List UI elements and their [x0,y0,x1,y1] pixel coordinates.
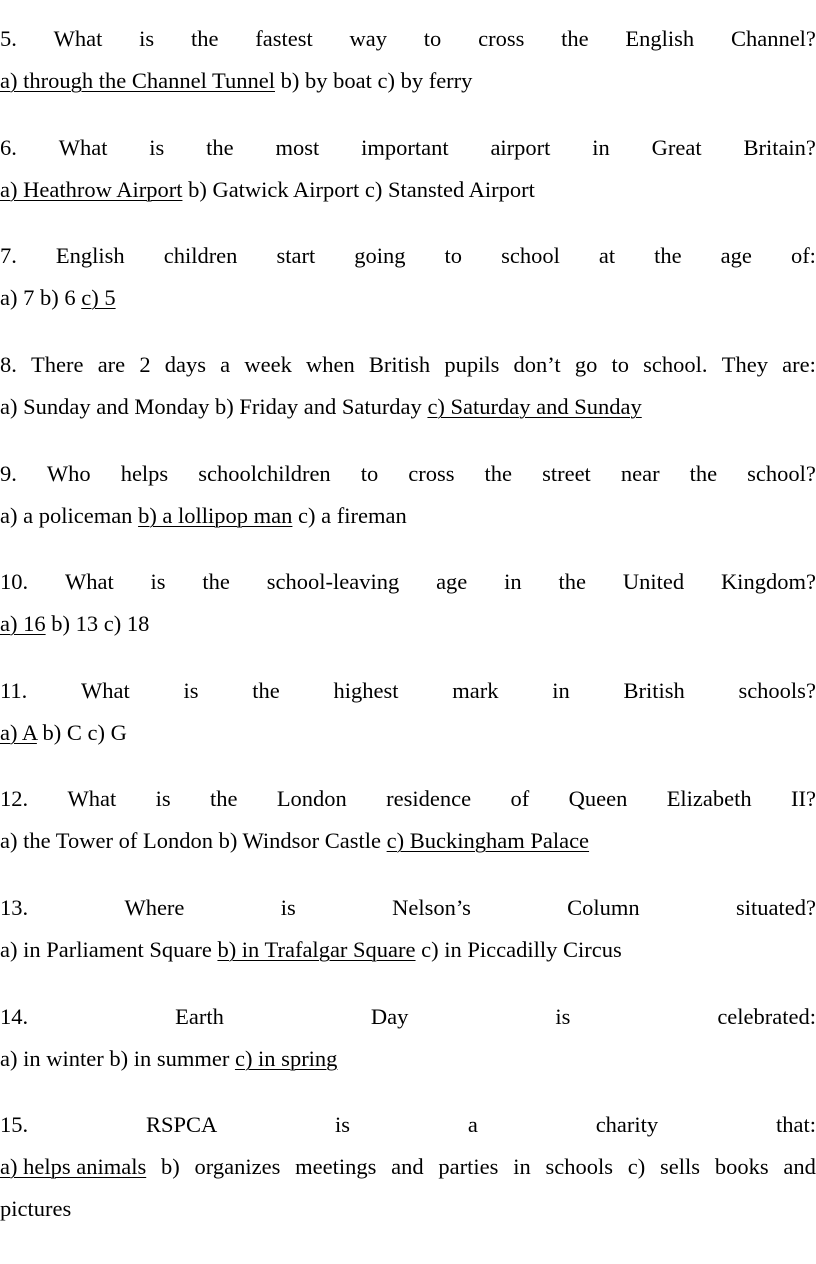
question-word: 14. [0,1004,29,1029]
question-word: going [354,243,406,268]
question-word: British [368,352,431,377]
question-word: Elizabeth [666,786,752,811]
answer-option: a) in winter [0,1046,104,1071]
question-word: They [721,352,768,377]
question-word: street [542,461,591,486]
question-word: Britain? [743,135,816,160]
answer-option: a) Sunday and Monday [0,394,210,419]
answer-option: b) C [42,720,82,745]
question-word: Nelson’s [392,895,471,920]
question-word: to [444,243,463,268]
answer-word: organizes [194,1154,281,1179]
question-word: is [280,895,296,920]
question-word: 11. [0,678,28,703]
question-word: days [164,352,206,377]
question-word: situated? [736,895,816,920]
question-word: helps [120,461,169,486]
answer-options [0,712,816,754]
answer-options [0,169,816,211]
question-block [0,127,816,211]
answer-options [0,1038,816,1080]
question-word: Great [651,135,702,160]
question-word: pupils [444,352,500,377]
question-word: II? [791,786,816,811]
answer-option: b) in summer [109,1046,230,1071]
question-word: What [67,786,117,811]
correct-answer: a) A [0,720,37,745]
question-word: 12. [0,786,29,811]
question-word: to [611,352,629,377]
question-text [0,453,816,495]
answer-option: c) in Piccadilly Circus [421,937,622,962]
question-word: near [620,461,660,486]
question-word: 15. [0,1112,29,1137]
question-word: London [276,786,347,811]
answer-word: meetings [295,1154,377,1179]
question-word: is [183,678,199,703]
answer-word: parties [438,1154,499,1179]
question-word: in [592,135,610,160]
question-word: go [574,352,598,377]
question-word: the [558,569,586,594]
question-word: don’t [513,352,561,377]
question-block [0,453,816,537]
question-text [0,18,816,60]
question-word: RSPCA [145,1112,218,1137]
question-word: celebrated: [717,1004,816,1029]
question-word: 8. [0,352,17,377]
answer-option: c) a fireman [298,503,407,528]
question-block [0,887,816,971]
answer-options [0,386,816,428]
answer-word: and [783,1154,816,1179]
question-word: week [244,352,292,377]
question-word: age [436,569,468,594]
question-word: airport [490,135,551,160]
correct-answer: a) 16 [0,611,46,636]
answer-word: c) [627,1154,646,1179]
question-word: residence [386,786,472,811]
question-text [0,1104,816,1146]
question-word: Kingdom? [720,569,816,594]
question-word: Earth [175,1004,224,1029]
correct-answer: c) in spring [234,1046,338,1071]
question-word: is [150,569,166,594]
question-word: Column [567,895,640,920]
question-word: cross [478,26,525,51]
question-block [0,344,816,428]
question-word: schoolchildren [198,461,331,486]
question-word: the [209,786,238,811]
correct-answer: c) Buckingham Palace [386,828,590,853]
answer-option: c) Stansted Airport [364,177,535,202]
question-word: age [720,243,752,268]
answer-option: a) in Parliament Square [0,937,212,962]
question-word: the [654,243,682,268]
question-word: There [31,352,84,377]
question-word: that: [775,1112,816,1137]
question-text [0,778,816,820]
answer-option: b) Windsor Castle [218,828,381,853]
question-word: school [501,243,560,268]
question-word: cross [408,461,455,486]
question-word: English [625,26,695,51]
question-word: the [202,569,230,594]
question-word: the [689,461,718,486]
question-word: Queen [568,786,628,811]
question-word: fastest [255,26,313,51]
answer-options [0,495,816,537]
answer-option: b) Gatwick Airport [188,177,360,202]
question-block [0,235,816,319]
question-word: to [423,26,442,51]
question-word: Channel? [730,26,816,51]
question-text [0,127,816,169]
question-word: the [206,135,234,160]
question-block [0,18,816,102]
question-word: English [55,243,125,268]
correct-answer: b) a lollipop man [138,503,293,528]
question-word: children [163,243,238,268]
question-word: highest [333,678,399,703]
question-word: school-leaving [266,569,400,594]
question-word: start [276,243,316,268]
question-word: is [149,135,165,160]
question-word: mark [452,678,499,703]
answer-word: pictures [0,1196,72,1221]
question-word: Who [46,461,91,486]
question-text [0,670,816,712]
correct-answer: a) helps animals [0,1154,147,1179]
question-word: the [484,461,513,486]
question-word: 7. [0,243,17,268]
question-word: in [504,569,522,594]
question-word: United [622,569,685,594]
answer-word: books [714,1154,769,1179]
answer-option: c) by ferry [377,68,473,93]
question-word: 5. [0,26,17,51]
question-word: a [467,1112,478,1137]
question-word: a [220,352,231,377]
question-word: the [561,26,589,51]
answer-word: in [513,1154,531,1179]
question-word: to [360,461,379,486]
question-word: is [555,1004,571,1029]
question-word: schools? [738,678,816,703]
question-word: 6. [0,135,17,160]
question-text [0,996,816,1038]
question-word: 10. [0,569,29,594]
question-word: are [97,352,126,377]
answer-word: schools [545,1154,613,1179]
question-word: 9. [0,461,17,486]
question-word: is [335,1112,351,1137]
question-word: of [510,786,530,811]
answer-options [0,929,816,971]
answer-option: b) 13 [51,611,99,636]
question-word: most [275,135,320,160]
question-text [0,887,816,929]
question-word: charity [595,1112,659,1137]
answer-option: a) 7 [0,285,35,310]
question-block [0,996,816,1080]
question-word: What [58,135,108,160]
question-word: What [81,678,130,703]
answer-options [0,1146,816,1188]
correct-answer: c) 5 [81,285,116,310]
question-word: What [53,26,103,51]
question-word: Day [370,1004,409,1029]
question-text [0,561,816,603]
answer-options [0,603,816,645]
answer-word: b) [161,1154,180,1179]
answer-option: b) Friday and Saturday [214,394,422,419]
question-text [0,235,816,277]
question-block [0,1104,816,1230]
question-word: are: [782,352,816,377]
question-word: What [64,569,114,594]
question-word: when [306,352,355,377]
answer-option: c) G [87,720,127,745]
question-word: important [361,135,449,160]
answer-word: and [391,1154,424,1179]
question-word: Where [124,895,185,920]
question-word: the [190,26,219,51]
question-word: is [139,26,155,51]
question-block [0,778,816,862]
question-word: of: [790,243,816,268]
answer-options [0,277,816,319]
question-word: in [552,678,570,703]
answer-option: b) by boat [280,68,372,93]
question-text [0,344,816,386]
question-block [0,670,816,754]
question-word: at [598,243,616,268]
correct-answer: b) in Trafalgar Square [217,937,416,962]
question-word: the [252,678,280,703]
question-word: 2 [139,352,151,377]
question-word: is [155,786,171,811]
question-word: school. [643,352,708,377]
question-block [0,561,816,645]
answer-options [0,820,816,862]
answer-option: c) 18 [103,611,150,636]
correct-answer: c) Saturday and Sunday [427,394,642,419]
answer-option: a) a policeman [0,503,133,528]
correct-answer: a) Heathrow Airport [0,177,183,202]
question-word: British [623,678,685,703]
answer-option: a) the Tower of London [0,828,213,853]
answer-options-continued [0,1188,816,1230]
question-word: school? [747,461,816,486]
correct-answer: a) through the Channel Tunnel [0,68,275,93]
answer-options [0,60,816,102]
answer-word: sells [660,1154,701,1179]
question-word: 13. [0,895,29,920]
question-word: way [349,26,388,51]
answer-option: b) 6 [39,285,76,310]
